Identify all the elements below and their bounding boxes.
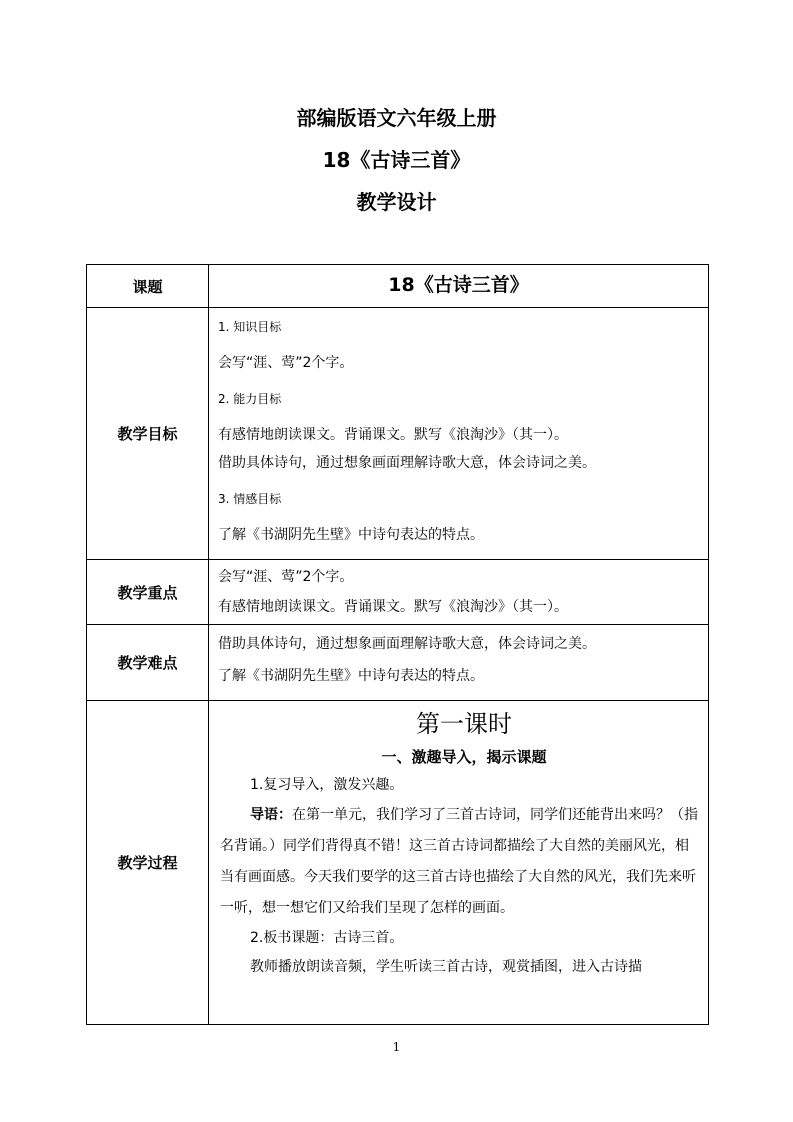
table-row-process [87, 701, 709, 1025]
topic-value: 18《古诗三首》 [388, 274, 529, 296]
key-points-label: 教学重点 [87, 560, 209, 625]
intro-text: 在第一单元，我们学习了三首古诗词，同学们还能背出来吗？（指名背诵。）同学们背得真不错！这三首古诗词都描绘了大自然的美丽风光，相当有画面感。今天我们要学的这三首古诗也描绘了大自然的风光，我们先来听一听，想一想它们又给我们呈现了怎样的画面。 [220, 807, 698, 916]
table-row-topic [87, 265, 709, 308]
difficulties-cell [209, 625, 709, 701]
key-point-line: 会写“涯、莺”2个字。 [218, 569, 354, 585]
intro-paragraph [220, 800, 708, 924]
key-points-cell [209, 560, 709, 625]
table-row-key-points [87, 560, 709, 625]
goal-heading-emotion: 3. 情感目标 [218, 492, 282, 506]
goal-heading-knowledge: 1. 知识目标 [218, 320, 282, 334]
step-board-text: 教师播放朗读音频，学生听读三首古诗，观赏插图，进入古诗描 [250, 959, 642, 975]
intro-lead: 导语： [250, 807, 292, 823]
table-row-difficulties [87, 625, 709, 701]
goal-line: 借助具体诗句，通过想象画面理解诗歌大意，体会诗词之美。 [218, 455, 596, 471]
topic-label: 课题 [87, 265, 209, 308]
difficulty-line: 借助具体诗句，通过想象画面理解诗歌大意，体会诗词之美。 [218, 636, 596, 652]
lesson-plan-table [86, 264, 709, 1025]
goal-line: 了解《书湖阴先生壁》中诗句表达的特点。 [218, 527, 484, 543]
difficulty-line: 了解《书湖阴先生壁》中诗句表达的特点。 [218, 668, 484, 684]
goal-line: 有感情地朗读课文。背诵课文。默写《浪淘沙》（其一）。 [218, 427, 568, 443]
goal-heading-ability: 2. 能力目标 [218, 392, 282, 406]
key-point-line: 有感情地朗读课文。背诵课文。默写《浪淘沙》（其一）。 [218, 599, 568, 615]
section-heading: 一、激趣导入，揭示课题 [381, 748, 547, 766]
difficulties-label: 教学难点 [87, 625, 209, 701]
table-row-goals [87, 308, 709, 560]
step-board: 2.板书课题：古诗三首。 [250, 930, 404, 946]
page-number: 1 [392, 1040, 401, 1054]
lesson-title: 18《古诗三首》 [322, 148, 471, 172]
goal-line: 会写“涯、莺”2个字。 [218, 355, 354, 371]
topic-cell [209, 265, 709, 308]
lesson-heading: 第一课时 [416, 710, 512, 738]
step-review: 1.复习导入，激发兴趣。 [250, 777, 404, 793]
process-cell [209, 701, 709, 1025]
document-subtitle: 教学设计 [356, 190, 437, 214]
process-label: 教学过程 [87, 701, 209, 1025]
document-title: 部编版语文六年级上册 [296, 106, 497, 130]
goals-label: 教学目标 [87, 308, 209, 560]
goals-cell [209, 308, 709, 560]
